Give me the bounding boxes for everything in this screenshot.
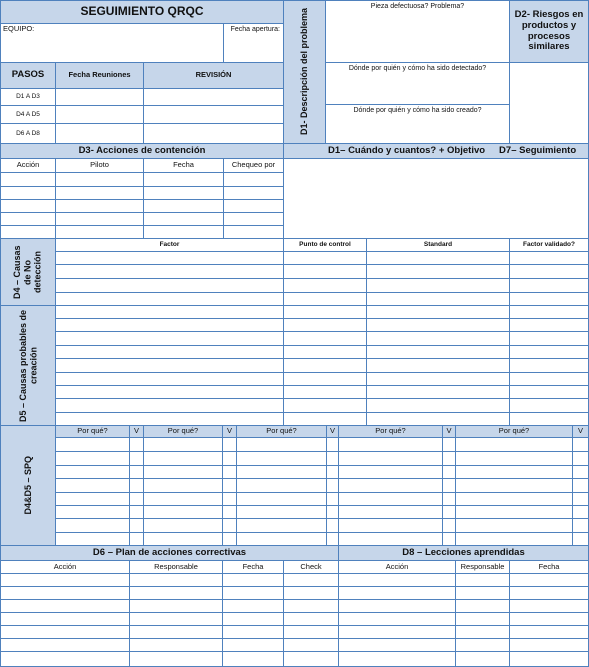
- d1-objective-content[interactable]: [283, 158, 589, 239]
- d8-table-body[interactable]: [338, 573, 589, 667]
- spq-v-header: V: [572, 425, 589, 438]
- d7-title: D7– Seguimiento: [499, 144, 577, 156]
- d4-col-punto-control: Punto de control: [283, 238, 367, 252]
- d1-question-detected[interactable]: [325, 62, 510, 105]
- spq-v-header: V: [442, 425, 456, 438]
- d1-question-defect-label: Pieza defectuosa? Problema?: [370, 3, 465, 10]
- d5-side-title: D5 – Causas probables de creación: [17, 309, 38, 422]
- spq-v-header: V: [326, 425, 339, 438]
- d1-side-header: [283, 0, 326, 144]
- d6-table-body[interactable]: [0, 573, 339, 667]
- spq-porque-header: Por qué?: [455, 425, 573, 438]
- d3-table-body[interactable]: [0, 172, 284, 239]
- revision-cell[interactable]: [143, 105, 284, 124]
- d1-question-detected-label: Dónde por quién y cómo ha sido detectado?: [348, 65, 487, 72]
- form-title: SEGUIMIENTO QRQC: [0, 0, 284, 24]
- d1-question-created[interactable]: [325, 104, 510, 144]
- d4-col-factor-validado: Factor validado?: [509, 238, 589, 252]
- spq-side-header: [0, 425, 56, 546]
- d6-col-responsable: Responsable: [129, 560, 223, 574]
- fecha-reunion-cell[interactable]: [55, 88, 144, 106]
- d8-header: D8 – Lecciones aprendidas: [338, 545, 589, 561]
- d2-content[interactable]: [509, 62, 589, 144]
- equipo-field[interactable]: [0, 23, 224, 63]
- pasos-header: PASOS: [0, 62, 56, 89]
- d8-col-responsable: Responsable: [455, 560, 510, 574]
- spq-porque-header: Por qué?: [143, 425, 223, 438]
- d3-col-piloto: Piloto: [55, 158, 144, 173]
- fecha-reunion-cell[interactable]: [55, 123, 144, 144]
- paso-row-label: D1 A D3: [0, 88, 56, 106]
- d3-col-accion: Acción: [0, 158, 56, 173]
- spq-v-header: V: [129, 425, 144, 438]
- revision-header: REVISIÓN: [143, 62, 284, 89]
- d6-col-accion: Acción: [0, 560, 130, 574]
- d3-col-fecha: Fecha: [143, 158, 224, 173]
- fecha-apertura-field[interactable]: [223, 23, 284, 63]
- revision-cell[interactable]: [143, 88, 284, 106]
- d1-question-created-label: Dónde por quién y cómo ha sido creado?: [353, 107, 482, 114]
- paso-row-label: D6 A D8: [0, 123, 56, 144]
- fecha-reuniones-header: Fecha Reuniones: [55, 62, 144, 89]
- d1-side-title: D1- Descripción del problema: [299, 8, 310, 136]
- spq-porque-header: Por qué?: [55, 425, 130, 438]
- paso-row-label: D4 A D5: [0, 105, 56, 124]
- d1-objective-header: [283, 143, 589, 159]
- d5-side-header: [0, 305, 56, 426]
- revision-cell[interactable]: [143, 123, 284, 144]
- fecha-apertura-label: Fecha apertura:: [230, 26, 280, 33]
- spq-porque-header: Por qué?: [338, 425, 443, 438]
- fecha-reunion-cell[interactable]: [55, 105, 144, 124]
- d8-col-accion: Acción: [338, 560, 456, 574]
- spq-v-header: V: [222, 425, 237, 438]
- d2-header: D2- Riesgos en productos y procesos similares: [509, 0, 589, 63]
- spq-porque-header: Por qué?: [236, 425, 327, 438]
- d6-col-fecha: Fecha: [222, 560, 284, 574]
- d8-col-fecha: Fecha: [509, 560, 589, 574]
- d1-question-defect[interactable]: [325, 0, 510, 63]
- d6-header: D6 – Plan de acciones correctivas: [0, 545, 339, 561]
- d4-side-title: D4 – Causas de No detección: [12, 245, 44, 299]
- d3-header: D3- Acciones de contención: [0, 143, 284, 159]
- d4-side-header: [0, 238, 56, 306]
- d1-objective-title: D1– Cuándo y cuantos? + Objetivo: [328, 144, 486, 156]
- spq-side-title: D4&D5 – SPQ: [22, 456, 33, 515]
- d4-col-factor: Factor: [55, 238, 284, 252]
- d4-col-standard: Standard: [366, 238, 510, 252]
- d6-col-check: Check: [283, 560, 339, 574]
- equipo-label: EQUIPO:: [3, 24, 35, 33]
- d3-col-chequeo: Chequeo por: [223, 158, 284, 173]
